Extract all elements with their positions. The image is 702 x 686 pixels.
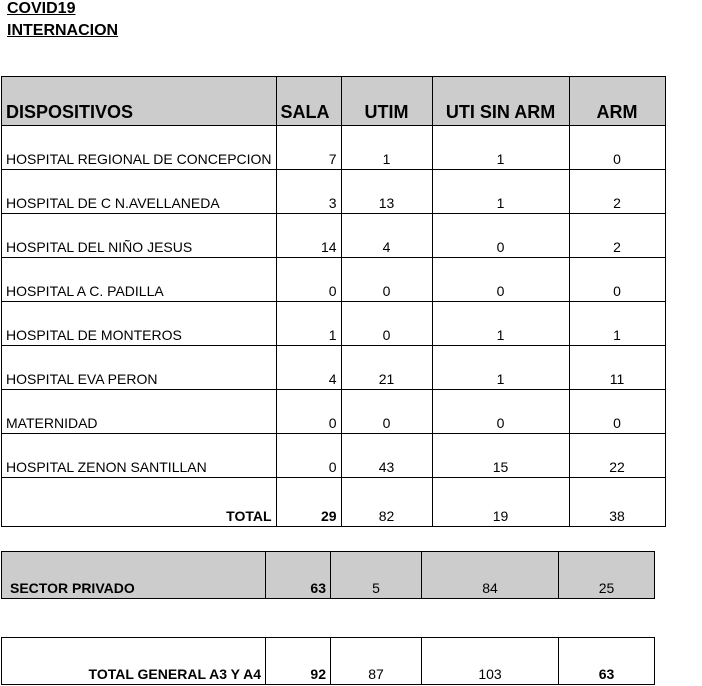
arm-value: 22 [569, 434, 665, 478]
hospital-table [1, 76, 666, 527]
total-arm: 38 [569, 478, 665, 527]
hospital-name: HOSPITAL EVA PERON [2, 346, 277, 390]
uti-sin-arm-value: 1 [432, 302, 569, 346]
uti-sin-arm-value: 0 [432, 214, 569, 258]
hospital-name: HOSPITAL REGIONAL DE CONCEPCION [2, 126, 277, 170]
utim-value: 21 [341, 346, 432, 390]
table-row [2, 258, 666, 302]
general-total-label: TOTAL GENERAL A3 Y A4 [2, 638, 266, 685]
arm-value: 0 [569, 390, 665, 434]
hospital-name: HOSPITAL ZENON SANTILLAN [2, 434, 277, 478]
uti-sin-arm-value: 15 [432, 434, 569, 478]
column-header-sala: SALA [276, 77, 341, 126]
column-header-uti-sin-arm: UTI SIN ARM [432, 77, 569, 126]
general-total-row [2, 638, 655, 685]
total-uti-sin-arm: 19 [432, 478, 569, 527]
uti-sin-arm-value: 0 [432, 258, 569, 302]
general-sala: 92 [266, 638, 331, 685]
sala-value: 0 [276, 390, 341, 434]
hospital-name: HOSPITAL DE MONTEROS [2, 302, 277, 346]
table-row [2, 214, 666, 258]
utim-value: 13 [341, 170, 432, 214]
total-row [2, 478, 666, 527]
sala-value: 7 [276, 126, 341, 170]
uti-sin-arm-value: 1 [432, 346, 569, 390]
private-sector-row [2, 552, 655, 599]
general-arm: 63 [559, 638, 655, 685]
sala-value: 1 [276, 302, 341, 346]
column-header-arm: ARM [569, 77, 665, 126]
private-arm: 25 [559, 552, 655, 599]
utim-value: 0 [341, 390, 432, 434]
uti-sin-arm-value: 0 [432, 390, 569, 434]
utim-value: 43 [341, 434, 432, 478]
utim-value: 0 [341, 302, 432, 346]
table-row [2, 346, 666, 390]
column-header-utim: UTIM [341, 77, 432, 126]
hospital-name: MATERNIDAD [2, 390, 277, 434]
uti-sin-arm-value: 1 [432, 126, 569, 170]
table-row [2, 390, 666, 434]
general-total-table [1, 637, 655, 685]
general-utim: 87 [331, 638, 422, 685]
document-title: COVID19 [7, 0, 76, 17]
hospital-name: HOSPITAL DE C N.AVELLANEDA [2, 170, 277, 214]
total-label: TOTAL [2, 478, 277, 527]
sala-value: 3 [276, 170, 341, 214]
arm-value: 0 [569, 258, 665, 302]
table-row [2, 126, 666, 170]
arm-value: 2 [569, 214, 665, 258]
arm-value: 0 [569, 126, 665, 170]
document-subtitle: INTERNACION [7, 22, 119, 39]
column-header-dispositivos: DISPOSITIVOS [2, 77, 277, 126]
general-uti-sin-arm: 103 [422, 638, 559, 685]
private-sector-table [1, 551, 655, 599]
private-sala: 63 [266, 552, 331, 599]
utim-value: 0 [341, 258, 432, 302]
table-row [2, 434, 666, 478]
arm-value: 1 [569, 302, 665, 346]
table-header-row [2, 77, 666, 126]
private-sector-label: SECTOR PRIVADO [2, 552, 266, 599]
private-utim: 5 [331, 552, 422, 599]
arm-value: 2 [569, 170, 665, 214]
sala-value: 4 [276, 346, 341, 390]
hospital-name: HOSPITAL A C. PADILLA [2, 258, 277, 302]
table-row [2, 170, 666, 214]
total-sala: 29 [276, 478, 341, 527]
sala-value: 14 [276, 214, 341, 258]
table-row [2, 302, 666, 346]
private-uti-sin-arm: 84 [422, 552, 559, 599]
sala-value: 0 [276, 258, 341, 302]
sala-value: 0 [276, 434, 341, 478]
uti-sin-arm-value: 1 [432, 170, 569, 214]
total-utim: 82 [341, 478, 432, 527]
utim-value: 4 [341, 214, 432, 258]
hospital-name: HOSPITAL DEL NIÑO JESUS [2, 214, 277, 258]
arm-value: 11 [569, 346, 665, 390]
utim-value: 1 [341, 126, 432, 170]
